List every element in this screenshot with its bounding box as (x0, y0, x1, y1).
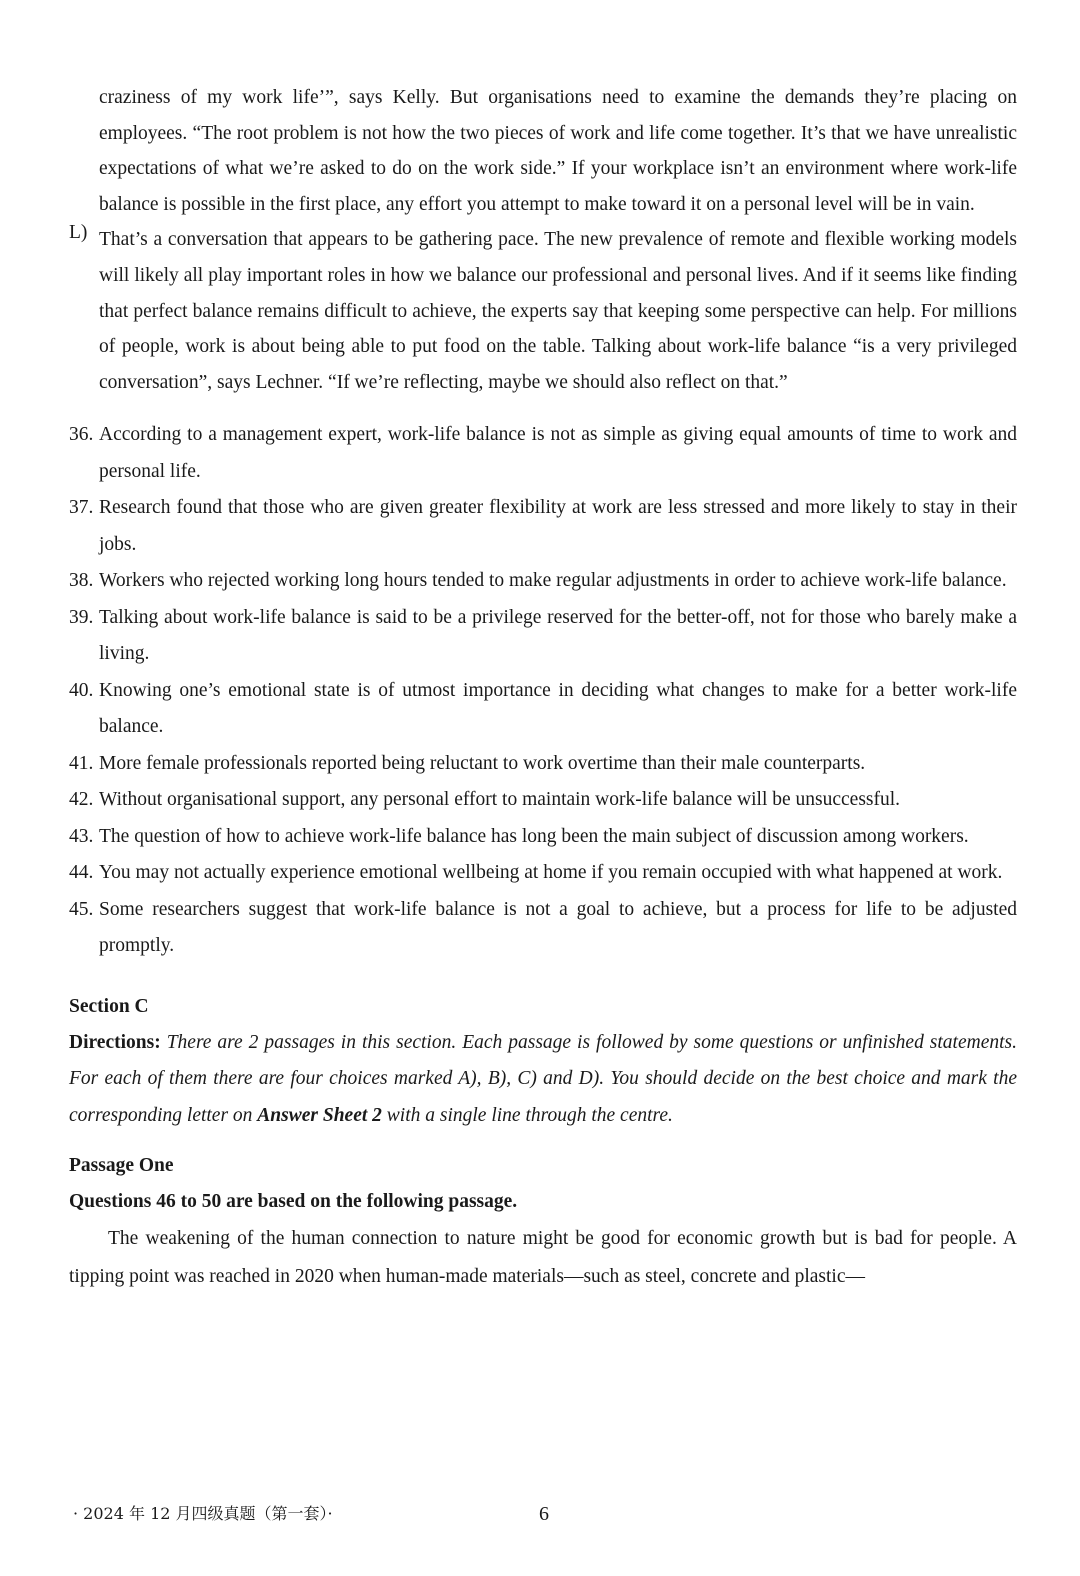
continuation-paragraph: craziness of my work life’”, says Kelly. But organisations need to examine the demands they’re placing on employees. “The root problem is not how the two pieces of work and life come together. It’s that we have unrealistic expectations of what we’re asked to do on the work side.” If your workplace isn’t an environment where work-life balance is possible in the first place, any effort you attempt to make toward it on a personal level will be in vain. (99, 87, 1017, 215)
question-item (69, 490, 1017, 563)
question-text: Without organisational support, any personal effort to maintain work-life balance will be unsuccessful. (99, 789, 901, 811)
question-text: Workers who rejected working long hours tended to make regular adjustments in order to achieve work-life balance. (99, 570, 1007, 592)
question-item (69, 673, 1017, 746)
question-number: 37. (69, 497, 94, 519)
question-number: 39. (69, 606, 94, 628)
paragraph-text: That’s a conversation that appears to be gathering pace. The new prevalence of remote and flexible working models will likely all play important roles in how we balance our professional and personal lives. And if it seems like finding that perfect balance remains difficult to achieve, the experts say that keeping some perspective can help. For millions of people, work is about being able to put food on the table. Talking about work-life balance “is a very privileged conversation”, says Lechner. “If we’re reflecting, maybe we should also reflect on that.” (99, 229, 1017, 393)
question-item (69, 600, 1017, 673)
question-item (69, 782, 1017, 819)
passage-title: Passage One (69, 1155, 174, 1177)
section-c (69, 989, 1017, 1135)
question-number: 41. (69, 752, 94, 774)
question-text: Some researchers suggest that work-life balance is not a goal to achieve, but a process for life to be adjusted promptly. (99, 898, 1017, 957)
question-number: 45. (69, 898, 94, 920)
question-list (69, 417, 1017, 965)
section-directions (69, 1025, 1017, 1135)
question-number: 36. (69, 424, 94, 446)
question-text: Knowing one’s emotional state is of utmost importance in deciding what changes to make for a better work-life balance. (99, 679, 1017, 738)
question-number: 38. (69, 570, 94, 592)
question-item (69, 819, 1017, 856)
question-text: You may not actually experience emotional wellbeing at home if you remain occupied with what happened at work. (99, 862, 1003, 884)
question-text: According to a management expert, work-life balance is not as simple as giving equal amounts of time to work and personal life. (99, 424, 1017, 482)
page-number: 6 (539, 1503, 549, 1525)
directions-text-end: with a single line through the centre. (386, 1104, 673, 1126)
question-text: The question of how to achieve work-life balance has long been the main subject of discussion among workers. (99, 825, 969, 847)
answer-sheet-label: Answer Sheet 2 (257, 1104, 382, 1126)
question-number: 44. (69, 862, 94, 884)
directions-label: Directions: (69, 1031, 161, 1053)
passage-subtitle: Questions 46 to 50 are based on the following passage. (69, 1191, 518, 1213)
question-number: 40. (69, 679, 94, 701)
question-item (69, 746, 1017, 783)
exam-footer-label: · 2024 年 12 月四级真题（第一套）· (73, 1504, 333, 1523)
question-item (69, 892, 1017, 965)
section-title: Section C (69, 995, 149, 1017)
question-number: 43. (69, 825, 94, 847)
paragraph-l (69, 222, 1017, 400)
passage-one (69, 1148, 1017, 1296)
page-content (69, 80, 1017, 1296)
question-text: Research found that those who are given greater flexibility at work are less stressed and more likely to stay in their jobs. (99, 497, 1017, 555)
directions-text: There are 2 passages in this section. Each passage is followed by some questions or unfinished statements. For each of them there are four choices marked A), B), C) and D). You should decide on the best choice and mark the corresponding letter on (69, 1031, 1017, 1126)
question-text: Talking about work-life balance is said to be a privilege reserved for the better-off, not for those who barely make a living. (99, 606, 1017, 665)
question-item (69, 417, 1017, 490)
question-text: More female professionals reported being reluctant to work overtime than their male counterparts. (99, 752, 866, 774)
question-item (69, 563, 1017, 600)
question-number: 42. (69, 789, 94, 811)
passage-text: The weakening of the human connection to nature might be good for economic growth but is bad for people. A tipping point was reached in 2020 when human-made materials—such as steel, concrete and plastic— (69, 1228, 1017, 1288)
question-item (69, 855, 1017, 892)
paragraph-label: L) (69, 222, 88, 244)
